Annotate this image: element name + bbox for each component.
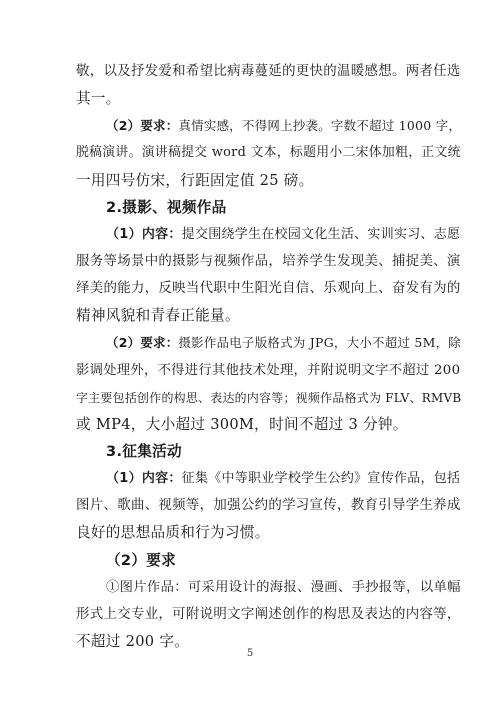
paragraph-line [76, 62, 461, 82]
paragraph-line [106, 551, 176, 571]
line-text: 或 MP4，大小超过 300M，时间不超过 3 分钟。 [76, 415, 408, 433]
line-text: 良好的思想品质和行为习惯。 [76, 524, 270, 542]
line-text: 脱稿演讲。演讲稿提交 word 文本，标题用小二宋体加粗，正文统 [76, 145, 461, 161]
paragraph-line [76, 279, 461, 299]
item-label: （2）要求： [106, 335, 179, 351]
item-label: （2）要求： [106, 118, 179, 134]
paragraph-line [76, 143, 461, 163]
line-text: ①图片作品：可采用设计的海报、漫画、手抄报等，以单幅 [106, 579, 461, 595]
line-text: 字主要包括创作的构思、表达的内容等；视频作品格式为 FLV、RMVB [76, 390, 462, 405]
paragraph-line [76, 306, 240, 326]
line-text: 不超过 200 字。 [76, 633, 190, 650]
line-text: 一用四号仿宋，行距固定值 25 磅。 [76, 171, 314, 189]
line-text: 敬，以及抒发爱和希望比病毒蔓延的更快的温暖感想。两者任选 [76, 64, 461, 79]
paragraph-line [76, 523, 270, 543]
section-heading: 3.征集活动 [106, 443, 182, 460]
line-text: 影调处理外，不得进行其他技术处理，并附说明文字不超过 200 [76, 362, 461, 378]
paragraph-line [106, 578, 461, 598]
line-text: 精神风貌和青春正能量。 [76, 307, 240, 325]
item-label: （2）要求 [106, 551, 177, 569]
line-text: 服务等场景中的摄影与视频作品，培养学生发现美、捕捉美、演 [76, 254, 461, 269]
line-text: 其一。 [76, 90, 121, 108]
paragraph-line [106, 333, 461, 353]
paragraph-line [76, 415, 408, 435]
paragraph-line [76, 496, 461, 516]
line-text: 真情实感，不得网上抄袭。字数不超过 1000 字， [178, 118, 462, 134]
paragraph-line [106, 116, 461, 136]
page-number: 5 [246, 648, 254, 659]
line-text: 提交围绕学生在校园文化生活、实训实习、志愿 [181, 226, 461, 242]
line-text: 形式上交专业，可附说明文字阐述创作的构思及表达的内容等， [76, 606, 461, 622]
item-label: （1）内容： [106, 226, 182, 242]
paragraph-line [76, 388, 461, 408]
paragraph-line [76, 171, 314, 191]
paragraph-line [106, 469, 460, 489]
line-text: 摄影作品电子版格式为 JPG，大小不超过 5M，除 [178, 335, 461, 351]
paragraph-line [76, 605, 461, 625]
section-heading: 2.摄影、视频作品 [106, 198, 227, 216]
paragraph-line [76, 252, 461, 272]
item-label: （1）内容： [106, 471, 182, 487]
line-text: 征集《中等职业学校学生公约》宣传作品，包括 [181, 471, 461, 487]
paragraph-line [76, 89, 121, 109]
line-text: 绎美的能力，反映当代职中生阳光自信、乐观向上、奋发有为的 [76, 281, 461, 297]
paragraph-line [76, 361, 460, 381]
line-text: 图片、歌曲、视频等，加强公约的学习宣传，教育引导学生养成 [76, 498, 461, 514]
paragraph-line [106, 225, 460, 245]
